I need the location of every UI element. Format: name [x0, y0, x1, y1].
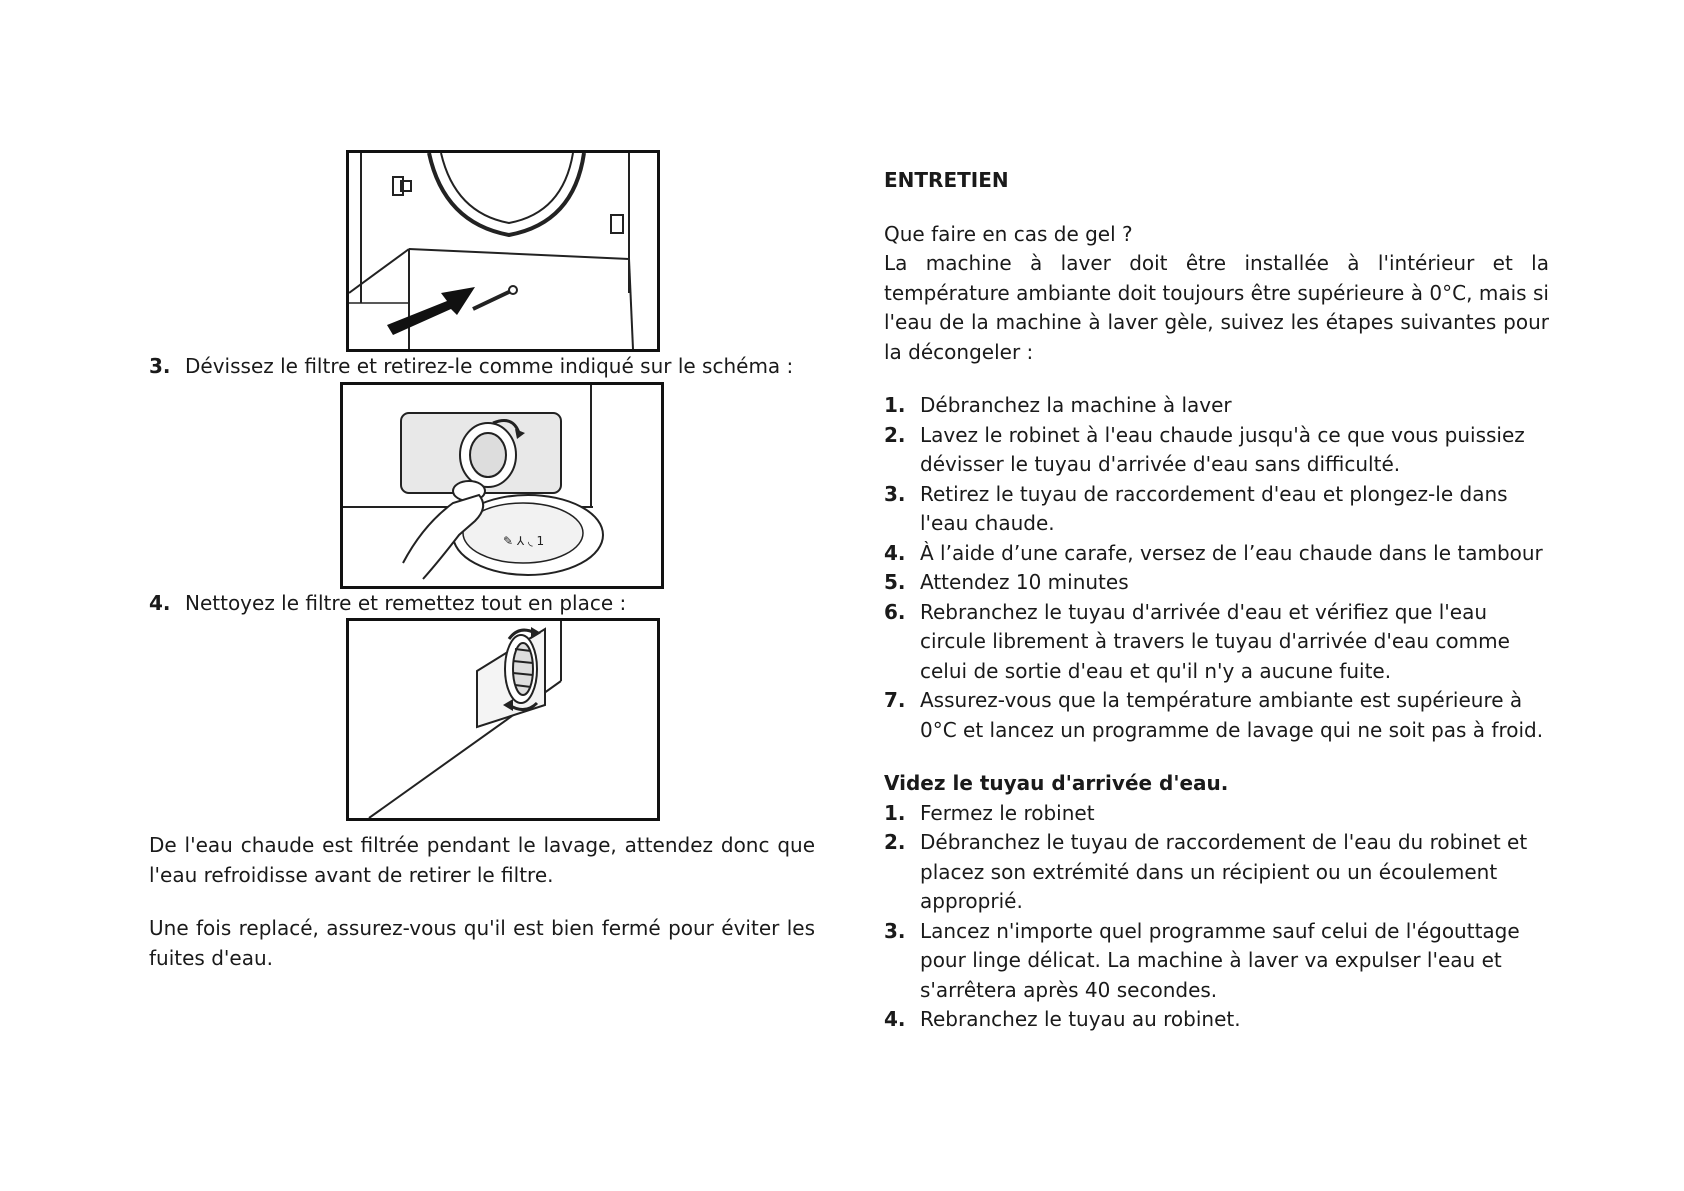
list-item	[884, 391, 1549, 421]
frost-question: Que faire en cas de gel ?	[884, 221, 1133, 246]
step-text: Lancez n'importe quel programme sauf celui de l'égouttage pour linge délicat. La machine à laver va expulser l'eau et s'arrêtera après 40 secondes.	[920, 918, 1520, 1002]
step-number: 4.	[149, 590, 171, 615]
list-item	[884, 598, 1549, 687]
unscrew-filter-illustration	[340, 382, 664, 589]
svg-text:✎ ⅄ ◟ 1: ✎ ⅄ ◟ 1	[503, 533, 545, 548]
list-item	[884, 480, 1549, 539]
step-text: Retirez le tuyau de raccordement d'eau et plongez-le dans l'eau chaude.	[920, 481, 1508, 535]
instruction-step-4	[149, 589, 815, 619]
drain-steps-list	[884, 799, 1549, 1035]
step-number: 7.	[884, 688, 906, 712]
instruction-step-3	[149, 352, 815, 382]
replace-filter-illustration	[346, 618, 660, 821]
list-item	[884, 568, 1549, 598]
tight-closure-note: Une fois replacé, assurez-vous qu'il est bien fermé pour éviter les fuites d'eau.	[149, 916, 815, 970]
step-text: Attendez 10 minutes	[920, 570, 1129, 594]
step-text: Fermez le robinet	[920, 800, 1095, 825]
section-heading: ENTRETIEN	[884, 168, 1009, 192]
step-number: 3.	[884, 918, 906, 943]
list-item	[884, 686, 1549, 745]
filter-removal-drawing	[343, 385, 661, 586]
step-number: 4.	[884, 1007, 906, 1031]
filter-replacement-drawing	[349, 621, 657, 818]
step-text: Dévissez le filtre et retirez-le comme indiqué sur le schéma :	[185, 354, 794, 378]
step-text: Débranchez le tuyau de raccordement de l'eau du robinet et placez son extrémité dans un récipient ou un écoulement approprié.	[920, 830, 1528, 913]
left-column	[149, 150, 815, 973]
step-text: Débranchez la machine à laver	[920, 393, 1232, 417]
frost-intro: La machine à laver doit être installée à l'intérieur et la température ambiante doit toujours être supérieure à 0°C, mais si l'eau de la machine à laver gèle, suivez les étapes suivantes pour la décongeler :	[884, 251, 1549, 364]
step-number: 3.	[149, 354, 171, 378]
step-text: Assurez-vous que la température ambiante est supérieure à 0°C et lancez un programme de lavage qui ne soit pas à froid.	[920, 688, 1544, 742]
washer-kickplate-illustration	[346, 150, 660, 352]
list-item	[884, 1005, 1549, 1035]
step-number: 2.	[884, 422, 906, 447]
step-number: 1.	[884, 393, 906, 417]
list-item	[884, 799, 1549, 829]
step-text: Rebranchez le tuyau d'arrivée d'eau et vérifiez que l'eau circule librement à travers le tuyau d'arrivée d'eau comme celui de sortie d'eau et qu'il n'y a aucune fuite.	[920, 599, 1510, 683]
washer-front-drawing	[349, 153, 657, 349]
step-number: 3.	[884, 481, 906, 506]
step-text: Lavez le robinet à l'eau chaude jusqu'à ce que vous puissiez dévisser le tuyau d'arrivée d'eau sans difficulté.	[920, 422, 1525, 476]
step-text: Nettoyez le filtre et remettez tout en place :	[185, 590, 627, 615]
step-number: 5.	[884, 570, 906, 594]
hot-water-note: De l'eau chaude est filtrée pendant le lavage, attendez donc que l'eau refroidisse avant de retirer le filtre.	[149, 833, 815, 887]
list-item	[884, 917, 1549, 1006]
step-number: 1.	[884, 800, 906, 825]
step-text: Rebranchez le tuyau au robinet.	[920, 1007, 1241, 1031]
step-number: 4.	[884, 540, 906, 565]
drain-heading: Videz le tuyau d'arrivée d'eau.	[884, 771, 1229, 795]
step-number: 6.	[884, 599, 906, 624]
step-text: À l’aide d’une carafe, versez de l’eau chaude dans le tambour	[920, 540, 1543, 565]
frost-steps-list	[884, 391, 1549, 745]
list-item	[884, 828, 1549, 917]
list-item	[884, 421, 1549, 480]
step-number: 2.	[884, 830, 906, 854]
right-column	[884, 166, 1549, 1035]
list-item	[884, 539, 1549, 569]
